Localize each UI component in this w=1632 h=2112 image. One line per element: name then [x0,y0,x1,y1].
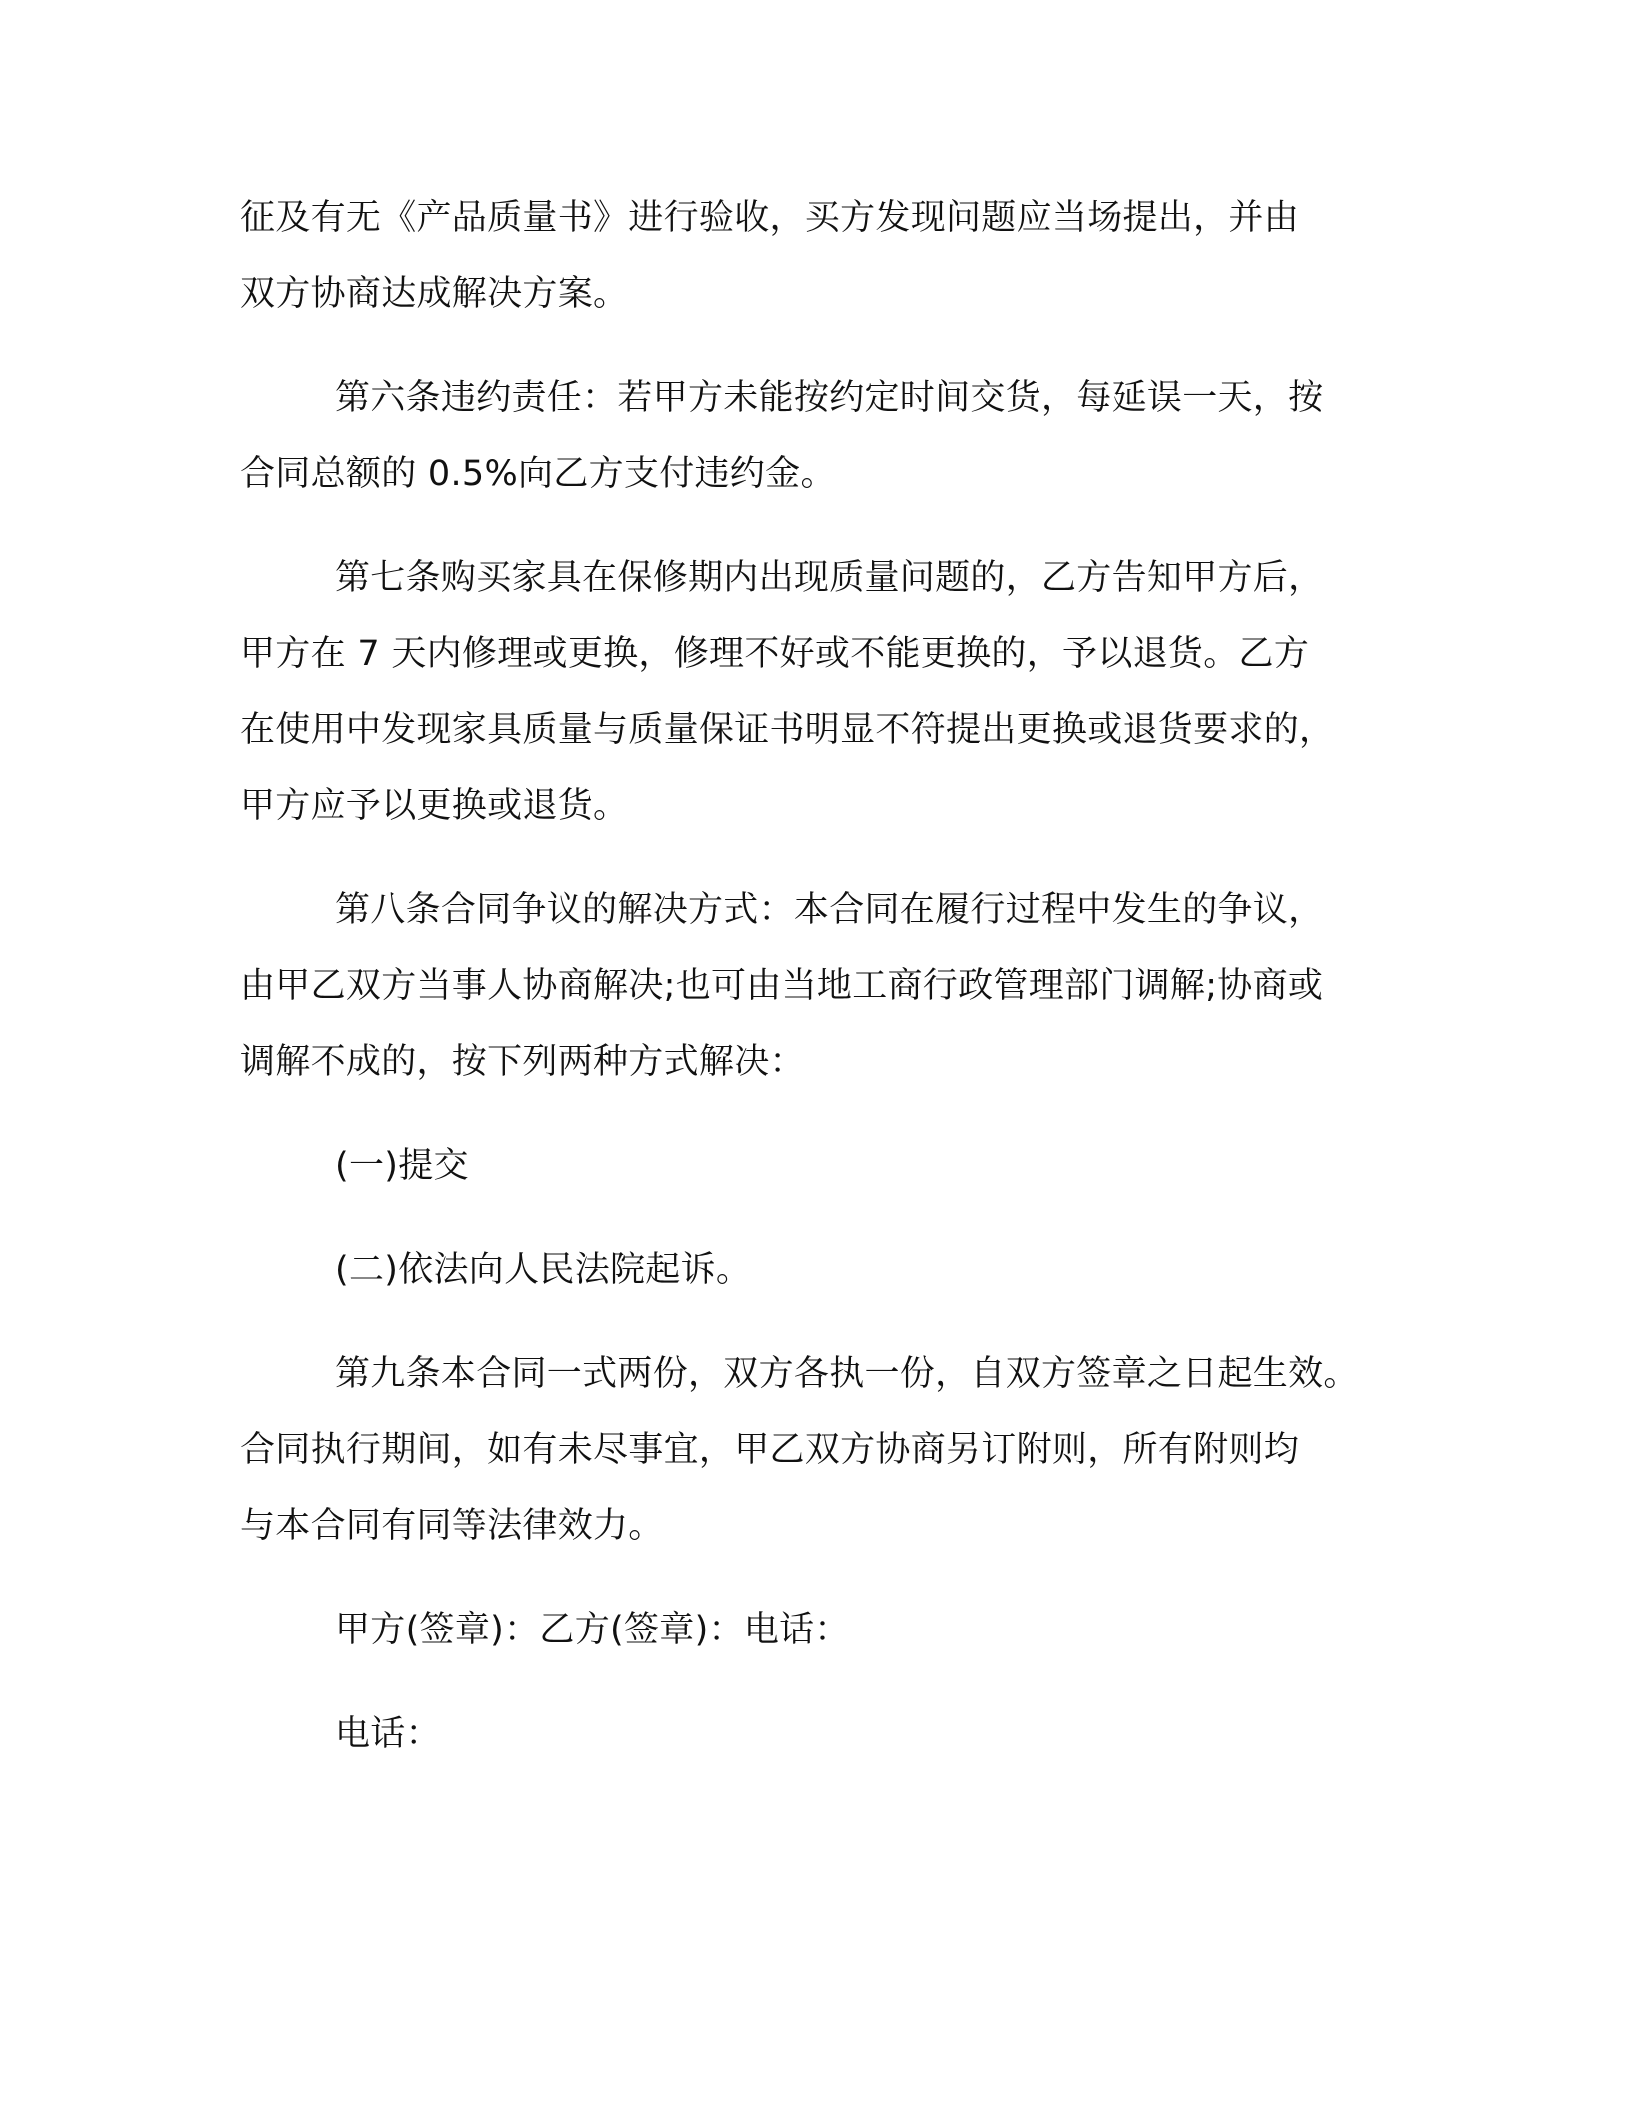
phone-line: 电话： [335,1714,441,1754]
clause7-line-3: 在使用中发现家具质量与质量保证书明显不符提出更换或退货要求的， [240,710,1335,750]
option-2-line: (二)依法向人民法院起诉。 [335,1250,752,1290]
option-1-line: (一)提交 [335,1146,469,1186]
clause8-line-2: 由甲乙双方当事人协商解决;也可由当地工商行政管理部门调解;协商或 [240,966,1324,1006]
signature-line: 甲方(签章)：乙方(签章)：电话： [335,1610,850,1650]
clause9-line-1: 第九条本合同一式两份，双方各执一份，自双方签章之日起生效。 [335,1354,1359,1394]
clause8-line-3: 调解不成的，按下列两种方式解决： [240,1042,805,1082]
clause6-line-1: 第六条违约责任：若甲方未能按约定时间交货，每延误一天，按 [335,378,1324,418]
clause7-line-2: 甲方在 7 天内修理或更换，修理不好或不能更换的，予以退货。乙方 [240,634,1310,674]
clause7-line-1: 第七条购买家具在保修期内出现质量问题的，乙方告知甲方后， [335,558,1324,598]
clause7-line-4: 甲方应予以更换或退货。 [240,786,629,826]
clause6-line-2: 合同总额的 0.5%向乙方支付违约金。 [240,454,836,494]
clause9-line-3: 与本合同有同等法律效力。 [240,1506,664,1546]
clause8-line-1: 第八条合同争议的解决方式：本合同在履行过程中发生的争议， [335,890,1324,930]
clause9-line-2: 合同执行期间，如有未尽事宜，甲乙双方协商另订附则，所有附则均 [240,1430,1300,1470]
clause5-line-1: 征及有无《产品质量书》进行验收，买方发现问题应当场提出，并由 [240,198,1300,238]
clause5-line-2: 双方协商达成解决方案。 [240,274,629,314]
